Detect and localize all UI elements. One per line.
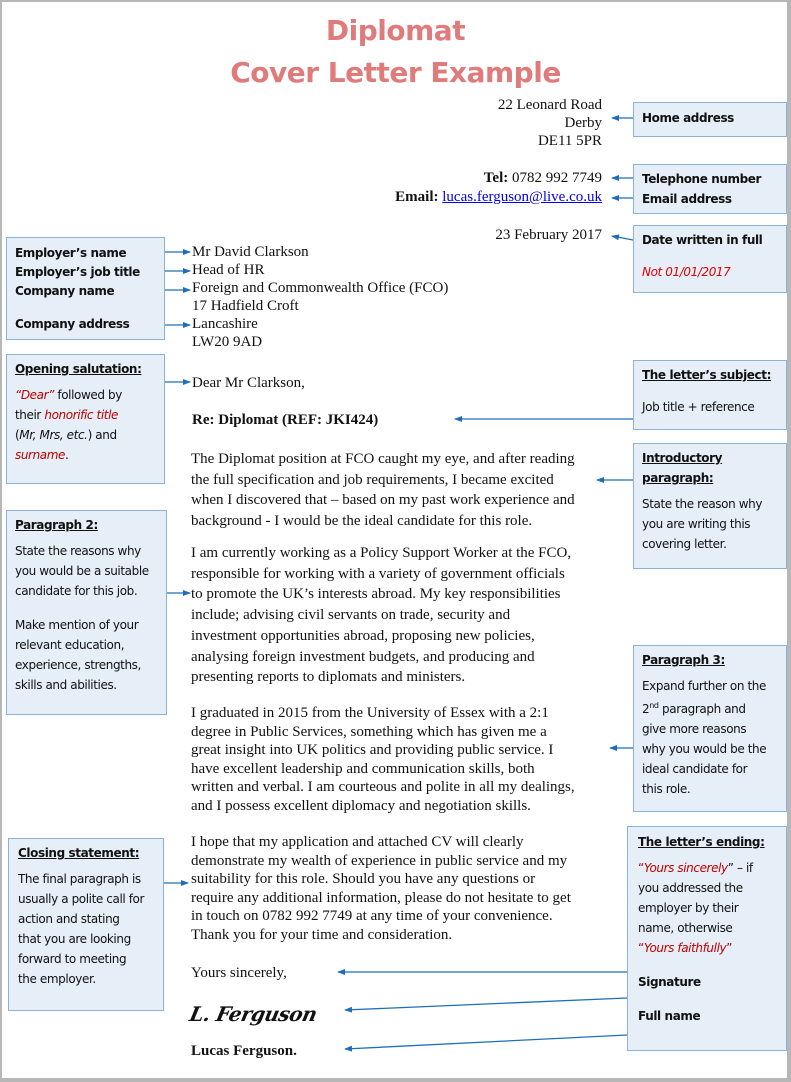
recipient-postcode: LW20 9AD — [192, 334, 263, 350]
recipient-company: Foreign and Commonwealth Office (FCO) — [192, 280, 449, 296]
annotation-text: the employer. — [18, 972, 96, 986]
emphasis-text: “Dear” — [15, 388, 54, 402]
annotation-text — [638, 858, 778, 878]
annotation-text — [15, 405, 156, 425]
annotation-text: action and stating — [18, 912, 120, 926]
annotation-text — [642, 696, 778, 719]
sender-street: 22 Leonard Road — [497, 97, 602, 113]
text-line: when I discovered that – based on my past work experience and — [191, 492, 575, 509]
annotation-text: Expand further on the — [642, 679, 766, 693]
annotation-text: employer by their — [638, 901, 739, 915]
annotation-text: covering letter. — [642, 537, 727, 551]
annotation-text: give more reasons — [642, 722, 747, 736]
sender-postcode: DE11 5PR — [537, 133, 602, 149]
tel-value: 0782 992 7749 — [512, 170, 602, 186]
emphasis-text: Yours faithfully — [643, 941, 727, 955]
annotation-text: Email address — [642, 192, 732, 206]
annotation-text — [15, 425, 156, 445]
annotation-heading: The letter’s subject: — [642, 368, 771, 382]
annotation-text: Employer’s name — [15, 246, 127, 260]
annotation-text — [15, 445, 156, 465]
annotation-text: forward to meeting — [18, 952, 127, 966]
annotation-text: paragraph and — [658, 702, 746, 716]
annotation-text: you would be a suitable — [15, 564, 149, 578]
text-line: have excellent leadership and communication skills, both — [191, 760, 535, 777]
annotation-text: ideal candidate for — [642, 762, 748, 776]
recipient-block — [192, 243, 448, 351]
annotation-contact — [633, 164, 787, 214]
text-line: the full specification and job requirements, I became excited — [191, 471, 554, 488]
annotation-text: followed by — [53, 388, 122, 402]
text-line: demonstrate my wealth of experience in public service and my — [191, 852, 568, 869]
ordinal-number: 2 — [642, 702, 650, 716]
subject-line: Re: Diplomat (REF: JKI424) — [192, 412, 379, 428]
annotation-text: this role. — [642, 782, 691, 796]
ordinal-suffix: nd — [649, 701, 659, 710]
annotation-text: Company name — [15, 284, 115, 298]
annotation-text: why you would be the — [642, 742, 767, 756]
email-link[interactable]: lucas.ferguson@live.co.uk — [442, 189, 602, 205]
annotation-heading: The letter’s ending: — [638, 835, 765, 849]
annotation-heading: Opening salutation: — [15, 362, 142, 376]
annotation-text: Date written in full — [642, 233, 763, 247]
annotation-heading: Closing statement: — [18, 846, 140, 860]
annotation-text: Job title + reference — [642, 400, 755, 414]
recipient-job-title: Head of HR — [192, 262, 265, 278]
quote-mark: “ — [638, 941, 644, 955]
text-line: written and verbal. I am courteous and polite in all my dealings, — [191, 779, 575, 796]
text-line: include; advising civil servants on trade, security and — [191, 607, 511, 624]
annotation-text: skills and abilities. — [15, 678, 117, 692]
annotation-text: you are writing this — [642, 517, 751, 531]
annotation-text: The final paragraph is — [18, 872, 141, 886]
annotation-text: Company address — [15, 317, 130, 331]
full-name: Lucas Ferguson. — [191, 1043, 297, 1059]
annotation-heading: Paragraph 3: — [642, 653, 725, 667]
annotation-intro — [633, 443, 787, 569]
annotation-heading: Introductory — [642, 451, 723, 465]
recipient-county: Lancashire — [192, 316, 258, 332]
annotation-recipient — [6, 237, 165, 340]
annotation-home-address — [633, 102, 787, 137]
annotation-text: you addressed the — [638, 881, 743, 895]
text-line: analysing foreign investment budgets, and producing and — [191, 648, 535, 665]
arrow-signature — [345, 998, 627, 1010]
sender-address — [498, 96, 602, 150]
annotation-text: Full name — [638, 1009, 701, 1023]
annotation-text: Home address — [642, 111, 734, 125]
text-line: require any additional information, please do not hesitate to get — [191, 889, 571, 906]
text-line: suitability for this role. Should you have any questions or — [191, 871, 536, 888]
annotation-text: Signature — [638, 975, 701, 989]
annotation-text: State the reasons why — [15, 544, 141, 558]
text-line: background - I would be the ideal candidate for this role. — [191, 513, 533, 530]
emphasis-text: Yours sincerely — [643, 861, 728, 875]
email-label: Email: — [395, 189, 439, 205]
text-line: in touch on 0782 992 7749 at any time of your convenience. — [191, 908, 553, 925]
text-line: great insight into UK politics and providing public service. I — [191, 742, 554, 759]
paragraph-3 — [191, 704, 611, 816]
annotation-paragraph-3 — [633, 645, 787, 812]
annotation-text: Mr, Mrs, etc. — [19, 428, 88, 442]
letter-date: 23 February 2017 — [495, 227, 602, 243]
emphasis-text: honorific title — [44, 408, 118, 422]
text-line: responsible for working with a variety of government officials — [191, 565, 565, 582]
annotation-closing — [8, 838, 164, 1011]
text-line: Thank you for your time and consideration. — [191, 926, 453, 943]
annotation-text: Make mention of your — [15, 618, 139, 632]
annotation-text: experience, strengths, — [15, 658, 141, 672]
text-line: and I possess excellent diplomacy and negotiation skills. — [191, 797, 531, 814]
sender-email — [395, 188, 602, 206]
text-line: The Diplomat position at FCO caught my eye, and after reading — [191, 451, 575, 467]
recipient-name: Mr David Clarkson — [192, 244, 309, 260]
annotation-text: name, otherwise — [638, 921, 733, 935]
annotation-text: State the reason why — [642, 497, 763, 511]
page-title-line2: Cover Letter Example — [230, 56, 561, 89]
signature: L. Ferguson — [187, 1002, 320, 1026]
annotation-text: candidate for this job. — [15, 584, 138, 598]
annotation-subject — [633, 360, 787, 430]
annotation-salutation — [6, 354, 165, 484]
annotation-text: Telephone number — [642, 172, 762, 186]
annotation-text: that you are looking — [18, 932, 131, 946]
annotation-text: ” – if — [727, 861, 753, 875]
quote-mark: “ — [638, 861, 644, 875]
annotation-note: Not 01/01/2017 — [642, 265, 731, 279]
text-line: I graduated in 2015 from the University of Essex with a 2:1 — [191, 705, 549, 721]
text-line: degree in Public Services, something which has given me a — [191, 723, 547, 740]
annotation-text: ) and — [87, 428, 117, 442]
arrow-date — [612, 236, 633, 240]
text-line: I am currently working as a Policy Support Worker at the FCO, — [191, 545, 572, 561]
annotation-date — [633, 225, 787, 293]
annotation-text: ( — [15, 428, 20, 442]
annotation-text: their — [15, 408, 45, 422]
sender-city: Derby — [564, 115, 602, 131]
text-line: presenting reports to diplomats and ministers. — [191, 669, 466, 686]
annotation-text: relevant education, — [15, 638, 125, 652]
arrow-full-name — [345, 1035, 627, 1049]
text-line: investment opportunities abroad, proposing new policies, — [191, 627, 535, 644]
intro-paragraph — [191, 449, 611, 532]
salutation: Dear Mr Clarkson, — [192, 375, 305, 391]
annotation-paragraph-2 — [6, 510, 167, 715]
annotation-text: usually a polite call for — [18, 892, 145, 906]
annotation-text — [15, 385, 156, 405]
complimentary-close: Yours sincerely, — [191, 965, 287, 981]
annotation-heading: paragraph: — [642, 471, 714, 485]
recipient-street: 17 Hadfield Croft — [192, 298, 299, 314]
closing-paragraph — [191, 833, 611, 945]
annotation-ending — [627, 826, 787, 1051]
annotation-text: Employer’s job title — [15, 265, 140, 279]
emphasis-text: surname — [15, 448, 66, 462]
text-line: to promote the UK’s interests abroad. My key responsibilities — [191, 586, 561, 603]
sender-tel — [484, 169, 602, 187]
annotation-text: . — [65, 448, 69, 462]
text-line: I hope that my application and attached CV will clearly — [191, 834, 524, 850]
page-title-line1: Diplomat — [325, 14, 466, 47]
annotation-heading: Paragraph 2: — [15, 518, 98, 532]
paragraph-2 — [191, 543, 611, 688]
tel-label: Tel: — [483, 170, 509, 186]
annotation-text: “Yours faithfully” — [638, 941, 733, 955]
